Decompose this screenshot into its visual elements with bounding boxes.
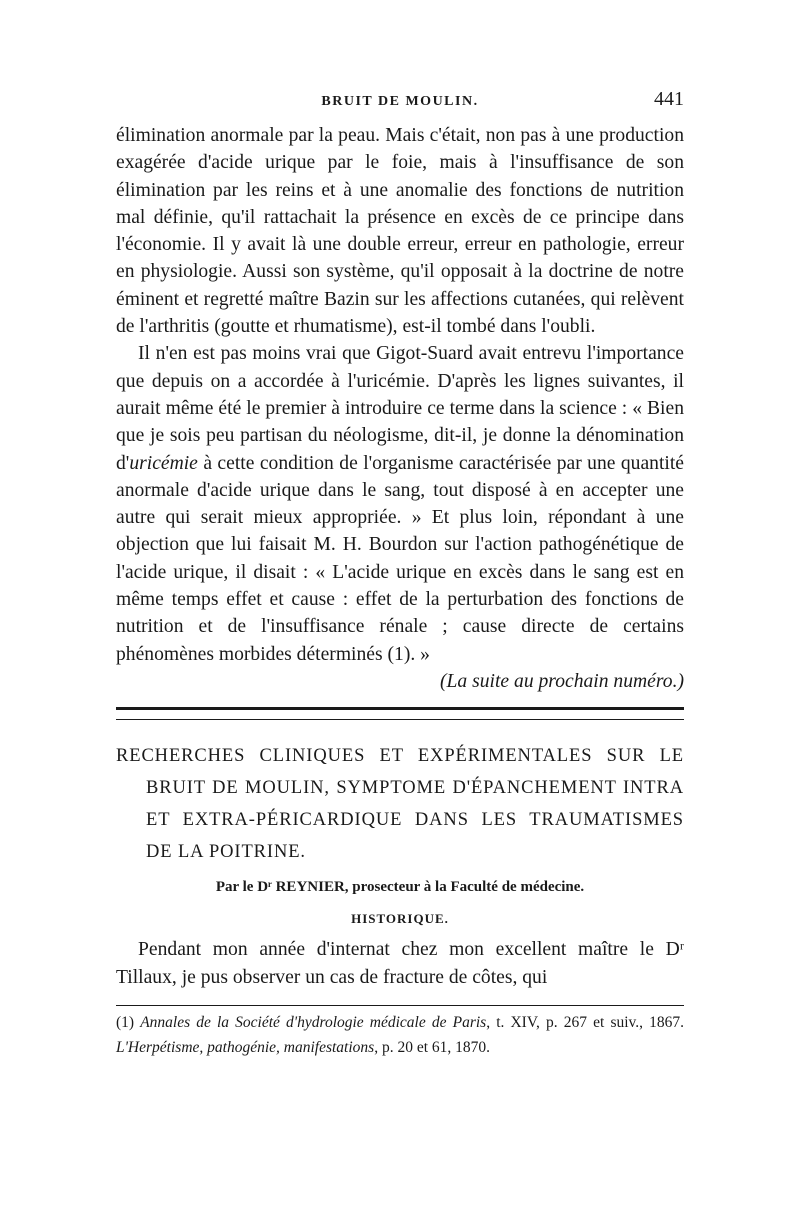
running-head: BRUIT DE MOULIN. <box>321 94 479 109</box>
footnote-reference-1: , t. XIV, p. 267 et suiv., 1867. <box>486 1013 685 1031</box>
article-title: RECHERCHES CLINIQUES ET EXPÉRIMENTALES SUR LE BRUIT DE MOULIN, SYMPTOME D'ÉPANCHEMENT INTRA ET EXTRA-PÉRICARDIQUE DANS LES TRAUMATISMES DE LA POITRINE. <box>116 746 684 863</box>
footnote <box>116 1010 684 1060</box>
continuation-line <box>116 668 684 695</box>
section-separator-rule <box>116 707 684 720</box>
page-header <box>116 88 684 122</box>
to-be-continued-note: (La suite au prochain numéro.) <box>440 670 684 692</box>
paragraph-text-end: à cette condition de l'organisme caractérisée par une quantité anormale d'acide urique dans le sang, tout disposé à en accepter une autre qui serait mieux appropriée. » Et plus loin, répondant à une objection que lui faisait M. H. Bourdon sur l'action pathogénétique de l'acide urique, il disait : « L'acide urique en excès dans le sang est en même temps effet et cause : effet de la perturbation des fonctions de nutrition et de l'insuffisance rénale ; cause directe de certains phénomènes morbides déterminés (1). » <box>116 452 684 665</box>
article-body-paragraph: Pendant mon année d'internat chez mon excellent maître le Dʳ Tillaux, je pus observer un cas de fracture de côtes, qui <box>116 939 684 988</box>
italic-term: uricémie <box>129 452 198 474</box>
document-page <box>116 88 684 1060</box>
paragraph-continued: élimination anormale par la peau. Mais c'était, non pas à une production exagérée d'acide urique par le foie, mais à l'insuffisance de son élimination par les reins et à une anomalie des fonctions de nutrition mal définie, qu'il rattachait la présence en excès de ce principe dans l'économie. Il y avait là une double erreur, erreur en pathologie, erreur en physiologie. Aussi son système, qu'il opposait à la doctrine de notre éminent et regretté maître Bazin sur les affections cutanées, qui relèvent de l'arthritis (goutte et rhumatisme), est-il tombé dans l'oubli. <box>116 125 684 338</box>
article-byline: Par le Dʳ REYNIER, prosecteur à la Faculté de médecine. <box>215 879 585 896</box>
paragraph-text-start: Il n'en est pas moins vrai que Gigot-Suard avait entrevu l'importance que depuis on a accordée à l'uricémie. D'après les lignes suivantes, il aurait même été le premier à introduire ce terme dans la science : « Bien que je sois peu partisan du néologisme, dit-il, je donne la dénomination d' <box>116 343 684 474</box>
footnote-source-title: Annales de la Société d'hydrologie médicale de Paris <box>140 1013 487 1031</box>
footnote-reference-2: , p. 20 et 61, 1870. <box>374 1038 490 1056</box>
footnote-work-title: L'Herpétisme, pathogénie, manifestations <box>116 1038 375 1056</box>
page-number: 441 <box>654 88 684 110</box>
paragraph-uricemie <box>116 340 684 668</box>
section-heading: HISTORIQUE. <box>351 911 449 927</box>
footnote-rule <box>116 1005 684 1006</box>
footnote-marker: (1) <box>116 1013 135 1031</box>
